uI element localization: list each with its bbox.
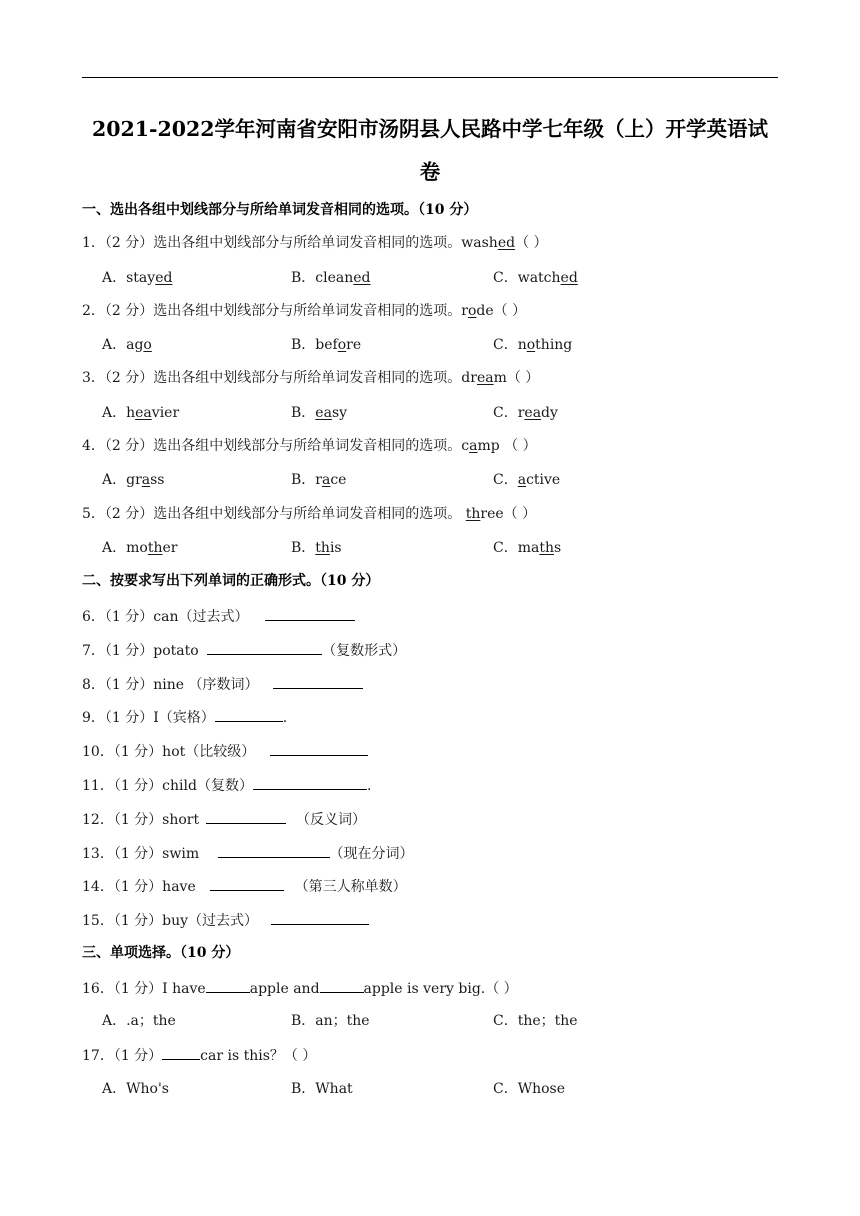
- answer-blank-15[interactable]: [271, 910, 369, 925]
- section-heading-3: 三、单项选择。（10 分）: [82, 945, 240, 961]
- option-2a[interactable]: A．ago: [102, 337, 152, 353]
- answer-blank-14[interactable]: [210, 876, 284, 891]
- answer-blank-6[interactable]: [265, 606, 355, 621]
- answer-blank-16a[interactable]: [206, 978, 250, 993]
- option-3c[interactable]: C．ready: [493, 405, 558, 421]
- option-16b[interactable]: B．an；the: [291, 1013, 370, 1029]
- question-7: 7．（1 分）potato （复数形式）: [82, 640, 406, 660]
- question-16: 16．（1 分）I have apple and apple is very big.（ ）: [82, 978, 518, 998]
- option-16c[interactable]: C．the；the: [493, 1013, 578, 1029]
- option-2b[interactable]: B．before: [291, 337, 362, 353]
- question-17: 17．（1 分） car is this？（ ）: [82, 1045, 316, 1065]
- option-17c[interactable]: C．Whose: [493, 1081, 566, 1097]
- question-3: 3．（2 分）选出各组中划线部分与所给单词发音相同的选项。dream（ ）: [82, 370, 540, 386]
- option-5c[interactable]: C．maths: [493, 540, 562, 556]
- question-5: 5．（2 分）选出各组中划线部分与所给单词发音相同的选项。 three（ ）: [82, 506, 537, 522]
- question-11: 11．（1 分）child（复数） .: [82, 775, 371, 795]
- question-4: 4．（2 分）选出各组中划线部分与所给单词发音相同的选项。camp （ ）: [82, 438, 537, 454]
- question-2: 2．（2 分）选出各组中划线部分与所给单词发音相同的选项。rode（ ）: [82, 303, 527, 319]
- option-1b[interactable]: B．cleaned: [291, 270, 371, 286]
- option-17b[interactable]: B．What: [291, 1081, 353, 1097]
- section-heading-2: 二、按要求写出下列单词的正确形式。（10 分）: [82, 573, 380, 589]
- question-13: 13．（1 分）swim （现在分词）: [82, 843, 414, 863]
- option-3a[interactable]: A．heavier: [102, 405, 180, 421]
- option-1c[interactable]: C．watched: [493, 270, 578, 286]
- question-14: 14．（1 分）have （第三人称单数）: [82, 876, 407, 896]
- question-9: 9．（1 分）I（宾格） .: [82, 707, 287, 727]
- answer-blank-13[interactable]: [218, 843, 330, 858]
- answer-blank-7[interactable]: [207, 640, 322, 655]
- question-1: 1．（2 分）选出各组中划线部分与所给单词发音相同的选项。washed（ ）: [82, 235, 548, 251]
- answer-blank-12[interactable]: [206, 809, 286, 824]
- section-heading-1: 一、选出各组中划线部分与所给单词发音相同的选项。（10 分）: [82, 202, 478, 218]
- header-rule: [82, 77, 778, 78]
- question-10: 10．（1 分）hot（比较级）: [82, 741, 368, 761]
- answer-blank-9[interactable]: [215, 707, 283, 722]
- option-5a[interactable]: A．mother: [102, 540, 178, 556]
- option-4a[interactable]: A．grass: [102, 472, 165, 488]
- answer-blank-17[interactable]: [162, 1045, 200, 1060]
- option-4b[interactable]: B．race: [291, 472, 347, 488]
- option-1a[interactable]: A．stayed: [102, 270, 173, 286]
- answer-blank-10[interactable]: [270, 741, 368, 756]
- question-12: 12．（1 分）short （反义词）: [82, 809, 366, 829]
- option-17a[interactable]: A．Who's: [102, 1081, 169, 1097]
- answer-blank-8[interactable]: [273, 674, 363, 689]
- option-16a[interactable]: A．.a；the: [102, 1013, 176, 1029]
- page-title: 2021-2022学年河南省安阳市汤阴县人民路中学七年级（上）开学英语试卷: [91, 117, 769, 184]
- question-6: 6．（1 分）can（过去式）: [82, 606, 355, 626]
- option-3b[interactable]: B．easy: [291, 405, 348, 421]
- answer-blank-11[interactable]: [253, 775, 367, 790]
- answer-blank-16b[interactable]: [320, 978, 364, 993]
- option-5b[interactable]: B．this: [291, 540, 342, 556]
- option-4c[interactable]: C．active: [493, 472, 561, 488]
- option-2c[interactable]: C．nothing: [493, 337, 573, 353]
- question-8: 8．（1 分）nine （序数词）: [82, 674, 363, 694]
- question-15: 15．（1 分）buy（过去式）: [82, 910, 369, 930]
